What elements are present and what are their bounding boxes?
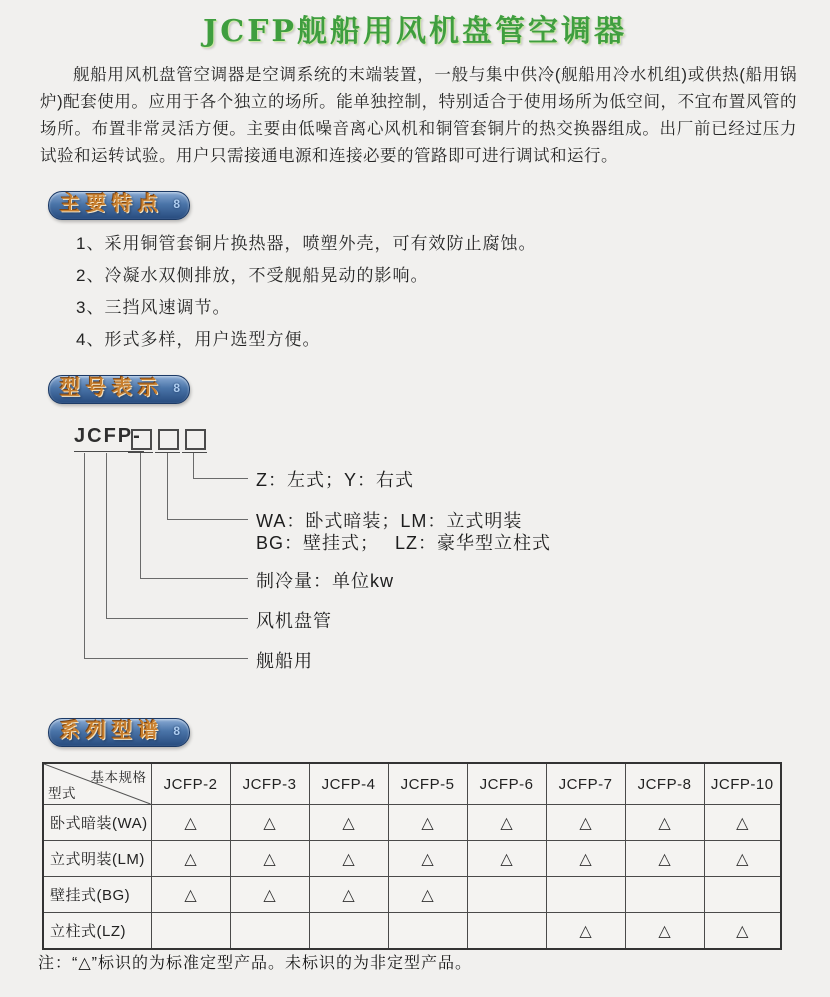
diagram-connector <box>84 453 248 659</box>
availability-mark: △ <box>388 841 467 877</box>
section-badge-features <box>48 191 190 220</box>
table-row <box>43 877 781 913</box>
feature-item-2: 2、冷凝水双侧排放，不受舰船晃动的影响。 <box>76 266 429 285</box>
table-corner-cell <box>43 763 151 805</box>
model-prefix: JCFP- <box>74 425 144 452</box>
availability-mark: △ <box>467 841 546 877</box>
table-row <box>43 841 781 877</box>
availability-mark: △ <box>625 805 704 841</box>
column-header: JCFP-8 <box>625 763 704 805</box>
column-header: JCFP-3 <box>230 763 309 805</box>
page-title: JCFP舰船用风机盘管空调器 <box>203 14 627 49</box>
availability-mark <box>704 877 781 913</box>
availability-mark <box>467 913 546 950</box>
availability-mark <box>546 877 625 913</box>
availability-mark: △ <box>625 841 704 877</box>
feature-item-1: 1、采用铜管套铜片换热器，喷塑外壳，可有效防止腐蚀。 <box>76 234 537 253</box>
table-row <box>43 913 781 950</box>
section-badge-features-label: 主要特点 <box>60 193 164 215</box>
series-spectrum-table <box>42 762 782 950</box>
model-digit-box-3 <box>185 429 206 450</box>
availability-mark: △ <box>625 913 704 950</box>
row-label: 立式明装(LM) <box>43 841 151 877</box>
availability-mark <box>309 913 388 950</box>
availability-mark <box>625 877 704 913</box>
availability-mark: △ <box>151 805 230 841</box>
badge-decoration: 8 <box>173 381 180 395</box>
availability-mark: △ <box>309 841 388 877</box>
availability-mark: △ <box>704 805 781 841</box>
column-header: JCFP-10 <box>704 763 781 805</box>
feature-list <box>76 234 636 362</box>
availability-mark <box>388 913 467 950</box>
feature-item-3: 3、三挡风速调节。 <box>76 298 231 317</box>
column-header: JCFP-7 <box>546 763 625 805</box>
availability-mark: △ <box>388 877 467 913</box>
model-digit-box-1 <box>131 429 152 450</box>
availability-mark: △ <box>546 841 625 877</box>
badge-decoration: 8 <box>173 197 180 211</box>
column-header: JCFP-2 <box>151 763 230 805</box>
availability-mark: △ <box>467 805 546 841</box>
availability-mark: △ <box>388 805 467 841</box>
model-label-type-line2: BG：壁挂式； LZ：豪华型立柱式 <box>256 533 552 553</box>
model-label-orientation: Z：左式；Y：右式 <box>256 470 415 490</box>
row-label: 立柱式(LZ) <box>43 913 151 950</box>
model-label-type-line1: WA：卧式暗装；LM：立式明装 <box>256 511 523 531</box>
table-header-row <box>43 763 781 805</box>
availability-mark: △ <box>230 841 309 877</box>
availability-mark: △ <box>546 913 625 950</box>
availability-mark: △ <box>230 805 309 841</box>
column-header: JCFP-5 <box>388 763 467 805</box>
section-badge-series <box>48 718 190 747</box>
availability-mark: △ <box>151 841 230 877</box>
column-header: JCFP-6 <box>467 763 546 805</box>
row-label: 卧式暗装(WA) <box>43 805 151 841</box>
availability-mark <box>230 913 309 950</box>
model-label-marine: 舰船用 <box>256 651 313 671</box>
availability-mark: △ <box>309 805 388 841</box>
section-badge-model-label: 型号表示 <box>60 377 164 399</box>
availability-mark <box>151 913 230 950</box>
table-footnote: 注：“△”标识的为标准定型产品。未标识的为非定型产品。 <box>38 955 472 972</box>
availability-mark: △ <box>704 841 781 877</box>
model-label-fancoil: 风机盘管 <box>256 611 332 631</box>
corner-label-spec: 基本规格 <box>90 770 147 785</box>
feature-item-4: 4、形式多样，用户选型方便。 <box>76 330 321 349</box>
availability-mark: △ <box>546 805 625 841</box>
corner-label-type: 型式 <box>48 786 76 801</box>
availability-mark: △ <box>151 877 230 913</box>
intro-paragraph: 舰船用风机盘管空调器是空调系统的末端装置，一般与集中供冷(舰船用冷水机组)或供热(船用锅炉)配套使用。应用于各个独立的场所。能单独控制，特别适合于使用场所为低空间，不宜布置风管的场所。布置非常灵活方便。主要由低噪音离心风机和铜管套铜片的热交换器组成。出厂前已经过压力试验和运转试验。用户只需接通电源和连接必要的管路即可进行调试和运行。 <box>40 66 797 165</box>
table-row <box>43 805 781 841</box>
column-header: JCFP-4 <box>309 763 388 805</box>
badge-decoration: 8 <box>173 724 180 738</box>
model-digit-box-2 <box>158 429 179 450</box>
model-label-capacity: 制冷量：单位kw <box>256 571 394 591</box>
availability-mark: △ <box>230 877 309 913</box>
section-badge-model <box>48 375 190 404</box>
availability-mark: △ <box>309 877 388 913</box>
section-badge-series-label: 系列型谱 <box>60 720 164 742</box>
availability-mark <box>467 877 546 913</box>
availability-mark: △ <box>704 913 781 950</box>
row-label: 壁挂式(BG) <box>43 877 151 913</box>
